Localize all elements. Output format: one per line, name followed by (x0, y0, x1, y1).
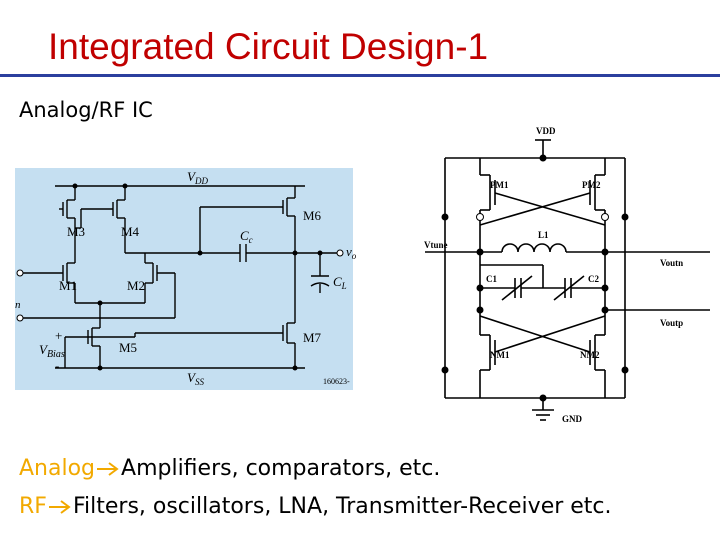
opamp-m5-label: M5 (119, 340, 138, 355)
opamp-cc-label: $C_c$ (240, 228, 253, 245)
opamp-m1-label: M1 (59, 278, 78, 293)
vco-gnd-label: GND (562, 414, 582, 424)
opamp-vss-label: $V_{SS}$ (187, 370, 204, 387)
vco-pm2-label: PM2 (582, 180, 601, 190)
opamp-m6-label: M6 (303, 208, 322, 223)
opamp-plus-label: + (55, 328, 63, 343)
opamp-vdd-label: $V_{DD}$ (187, 169, 208, 186)
slide-subtitle: Analog/RF IC (19, 98, 153, 122)
opamp-vbias-label: $V_{Bias}$ (39, 342, 65, 360)
vco-l1-label: L1 (538, 230, 549, 240)
bullet-list (19, 450, 612, 526)
vco-c2-label: C2 (588, 274, 599, 284)
bullet-text-rf: Filters, oscillators, LNA, Transmitter-Receiver etc. (72, 494, 612, 519)
bullet-keyword-rf: RF (19, 494, 47, 519)
opamp-minus-label: - (55, 358, 60, 373)
vco-nm1-label: NM1 (490, 350, 510, 360)
bullet-text-analog: Amplifiers, comparators, etc. (121, 456, 441, 481)
vco-voutn-label: Voutn (660, 258, 684, 268)
opamp-m4-label: M4 (121, 224, 140, 239)
bullet-keyword-analog: Analog (19, 456, 96, 481)
title-underline (0, 74, 720, 77)
bullet-analog (19, 450, 612, 488)
opamp-schematic (15, 168, 360, 390)
vco-vdd-label: VDD (536, 126, 556, 136)
vco-vtune-label: Vtune (424, 240, 448, 250)
bullet-rf (19, 488, 612, 526)
vco-pm1-label: PM1 (490, 180, 509, 190)
opamp-vin-label: n (15, 299, 21, 311)
opamp-m2-label: M2 (127, 278, 146, 293)
opamp-m7-label: M7 (303, 330, 322, 345)
opamp-vout-label: $v_o$ (346, 244, 357, 261)
slide-title: Integrated Circuit Design-1 (48, 26, 489, 67)
vco-nm2-label: NM2 (580, 350, 600, 360)
opamp-m3-label: M3 (67, 224, 86, 239)
right-arrow-icon (96, 461, 120, 477)
vco-schematic (420, 120, 718, 435)
opamp-figure-id: 160623- (323, 377, 350, 386)
vco-c1-label: C1 (486, 274, 497, 284)
opamp-cl-label: $C_L$ (333, 274, 347, 291)
right-arrow-icon (48, 499, 72, 515)
vco-voutp-label: Voutp (660, 318, 684, 328)
